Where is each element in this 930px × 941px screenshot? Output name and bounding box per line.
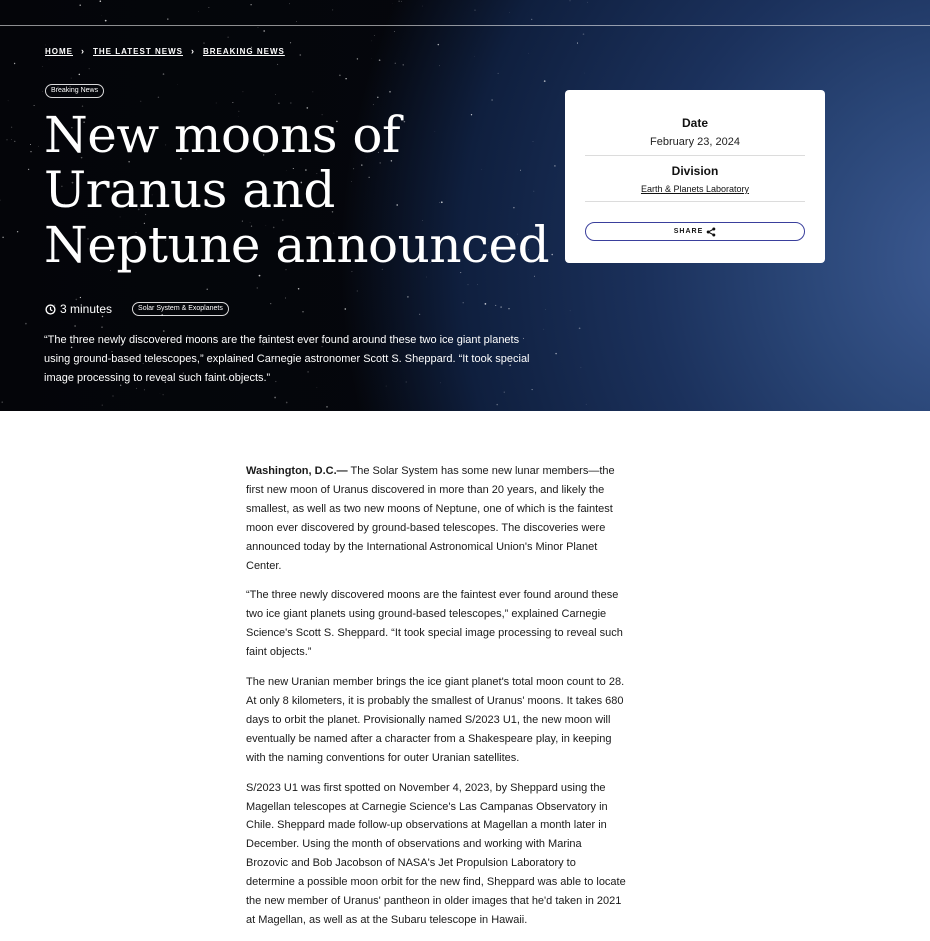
- star: [545, 309, 546, 310]
- date-label: Date: [585, 116, 805, 130]
- star: [485, 303, 487, 305]
- star: [140, 101, 141, 102]
- star: [263, 30, 265, 32]
- article-paragraph: S/2023 U1 was first spotted on November 4, 2023, by Sheppard using the Magellan telescopes at Carnegie Science's Las Campanas Observatory in Chile. Sheppard made follow-up observations at Magellan a month later in December. Using the month of observations and working with Marina Brozovic and Bob Jacobson of NASA's Jet Propulsion Laboratory to determine a possible moon orbit for the new find, Sheppard was able to locate the new member of Uranus' pantheon in older images that he'd taken in 2021 at Magellan, as well as at the Subaru telescope in Hawaii.: [246, 779, 626, 930]
- star: [257, 287, 258, 288]
- star: [42, 66, 43, 67]
- star: [508, 308, 509, 309]
- card-divider: [585, 201, 805, 202]
- star: [270, 303, 271, 304]
- star: [28, 169, 29, 170]
- star: [242, 91, 243, 92]
- star: [399, 1, 400, 2]
- star: [101, 327, 102, 328]
- star: [474, 56, 475, 57]
- star: [544, 80, 546, 82]
- category-tag[interactable]: Breaking News: [45, 84, 104, 98]
- star: [101, 15, 102, 16]
- star: [585, 73, 586, 74]
- article-meta: [45, 302, 229, 316]
- star: [38, 146, 39, 147]
- star: [403, 64, 404, 65]
- star: [439, 66, 440, 67]
- breadcrumb-home[interactable]: HOME: [45, 47, 73, 56]
- star: [105, 20, 107, 22]
- share-icon: [706, 227, 716, 237]
- star: [468, 284, 469, 285]
- breadcrumb: [45, 46, 285, 56]
- star: [373, 104, 374, 105]
- star: [586, 404, 587, 405]
- star: [544, 329, 545, 330]
- read-time: 3 minutes: [60, 302, 112, 316]
- star: [89, 68, 90, 69]
- star: [74, 325, 76, 327]
- star: [275, 94, 276, 95]
- star: [144, 390, 145, 391]
- star: [357, 290, 358, 291]
- article-paragraph: “The three newly discovered moons are the faintest ever found around these two ice giant planets using ground-based telescopes,” explained Carnegie Science's Scott S. Sheppard. “It took special image processing to reveal such faint objects.”: [246, 586, 626, 662]
- star: [34, 105, 35, 106]
- star: [286, 402, 288, 404]
- star: [228, 37, 229, 38]
- star: [474, 10, 475, 11]
- star: [79, 74, 81, 76]
- star: [477, 284, 478, 285]
- star: [216, 103, 217, 104]
- star: [0, 200, 1, 201]
- star: [250, 4, 251, 5]
- star: [298, 288, 300, 290]
- star: [11, 127, 12, 128]
- star: [296, 21, 297, 22]
- star: [577, 43, 578, 44]
- info-card: [565, 90, 825, 263]
- star: [401, 1, 402, 2]
- star: [71, 78, 72, 79]
- breadcrumb-latest-news[interactable]: THE LATEST NEWS: [93, 47, 183, 56]
- star: [289, 3, 290, 4]
- star: [372, 41, 373, 42]
- star: [290, 42, 291, 43]
- star: [419, 314, 420, 315]
- star: [407, 296, 409, 298]
- star: [167, 18, 168, 19]
- star: [504, 392, 505, 393]
- star: [158, 97, 159, 98]
- chevron-right-icon: ›: [81, 46, 85, 56]
- star: [11, 139, 12, 140]
- star: [422, 6, 423, 7]
- star: [207, 289, 208, 290]
- star: [332, 9, 333, 10]
- star: [302, 311, 303, 312]
- star: [394, 31, 395, 32]
- hero-section: [0, 0, 930, 411]
- share-button[interactable]: [585, 222, 805, 241]
- star: [463, 302, 464, 303]
- star: [30, 151, 31, 152]
- star: [570, 311, 571, 312]
- star: [339, 75, 341, 77]
- page-title: New moons of Uranus and Neptune announced: [44, 108, 564, 273]
- star: [102, 405, 103, 406]
- star: [17, 231, 18, 232]
- hero-quote: “The three newly discovered moons are the faintest ever found around these two ice giant planets using ground-based telescopes,” explained Carnegie astronomer Scott S. Sheppard. “It took special image processing to reveal such faint objects.”: [44, 331, 544, 388]
- star: [345, 78, 346, 79]
- star: [389, 91, 391, 93]
- chevron-right-icon: ›: [191, 46, 195, 56]
- star: [14, 141, 15, 142]
- card-divider: [585, 155, 805, 156]
- star: [79, 4, 80, 5]
- clock-icon: [45, 304, 56, 315]
- star: [278, 103, 280, 105]
- star: [8, 101, 9, 102]
- star: [374, 35, 375, 36]
- star: [496, 404, 497, 405]
- dateline: Washington, D.C.—: [246, 465, 348, 477]
- star: [534, 276, 535, 277]
- star: [495, 305, 496, 306]
- star: [25, 323, 27, 325]
- star: [6, 139, 7, 140]
- star: [232, 102, 233, 103]
- star: [209, 7, 210, 8]
- star: [570, 0, 571, 1]
- article-body: [246, 462, 626, 941]
- star: [113, 396, 114, 397]
- star: [14, 63, 15, 64]
- article-paragraph: The new Uranian member brings the ice giant planet's total moon count to 28. At only 8 kilometers, it is probably the smallest of Uranus' moons. It takes 680 days to orbit the planet. Provisionally named S/2023 U1, the new moon will eventually be named after a character from a Shakespeare play, in keeping with the naming conventions for outer Uranian satellites.: [246, 673, 626, 768]
- star: [2, 401, 3, 402]
- star: [258, 27, 259, 28]
- star: [500, 306, 501, 307]
- star: [2, 237, 3, 238]
- header-divider: [0, 25, 930, 26]
- article-paragraph: Washington, D.C.— The Solar System has some new lunar members—the first new moon of Uranus discovered in more than 20 years, and likely the smallest, as well as two new moons of Neptune, one of which is the faintest moon ever discovered by ground-based telescopes. The discoveries were announced today by the International Astronomical Union's Minor Planet Center.: [246, 462, 626, 575]
- star: [581, 367, 582, 368]
- star: [528, 53, 529, 54]
- star: [76, 299, 78, 301]
- star: [326, 406, 327, 407]
- star: [42, 91, 43, 92]
- star: [30, 144, 31, 145]
- star: [299, 54, 301, 56]
- division-link[interactable]: Earth & Planets Laboratory: [585, 184, 805, 194]
- star: [344, 308, 346, 310]
- star: [80, 297, 81, 298]
- star: [290, 103, 291, 104]
- date-value: February 23, 2024: [585, 136, 805, 148]
- star: [587, 2, 588, 3]
- star: [100, 0, 102, 2]
- star: [395, 63, 396, 64]
- star: [531, 19, 532, 20]
- division-label: Division: [585, 164, 805, 178]
- star: [274, 397, 276, 399]
- star: [277, 64, 278, 65]
- topic-tag[interactable]: Solar System & Exoplanets: [132, 302, 229, 316]
- star: [163, 73, 165, 75]
- star: [203, 42, 204, 43]
- star: [357, 58, 358, 59]
- star: [379, 59, 381, 61]
- share-label: SHARE: [674, 228, 704, 235]
- breadcrumb-breaking-news[interactable]: BREAKING NEWS: [203, 47, 285, 56]
- star: [163, 394, 164, 395]
- star: [313, 92, 314, 93]
- star: [285, 298, 286, 299]
- star: [579, 327, 581, 329]
- star: [259, 275, 261, 277]
- star: [491, 99, 493, 101]
- star: [49, 59, 50, 60]
- star: [583, 33, 585, 35]
- star: [498, 73, 499, 74]
- star: [532, 389, 533, 390]
- star: [438, 44, 439, 45]
- star: [377, 97, 378, 98]
- star: [555, 353, 556, 354]
